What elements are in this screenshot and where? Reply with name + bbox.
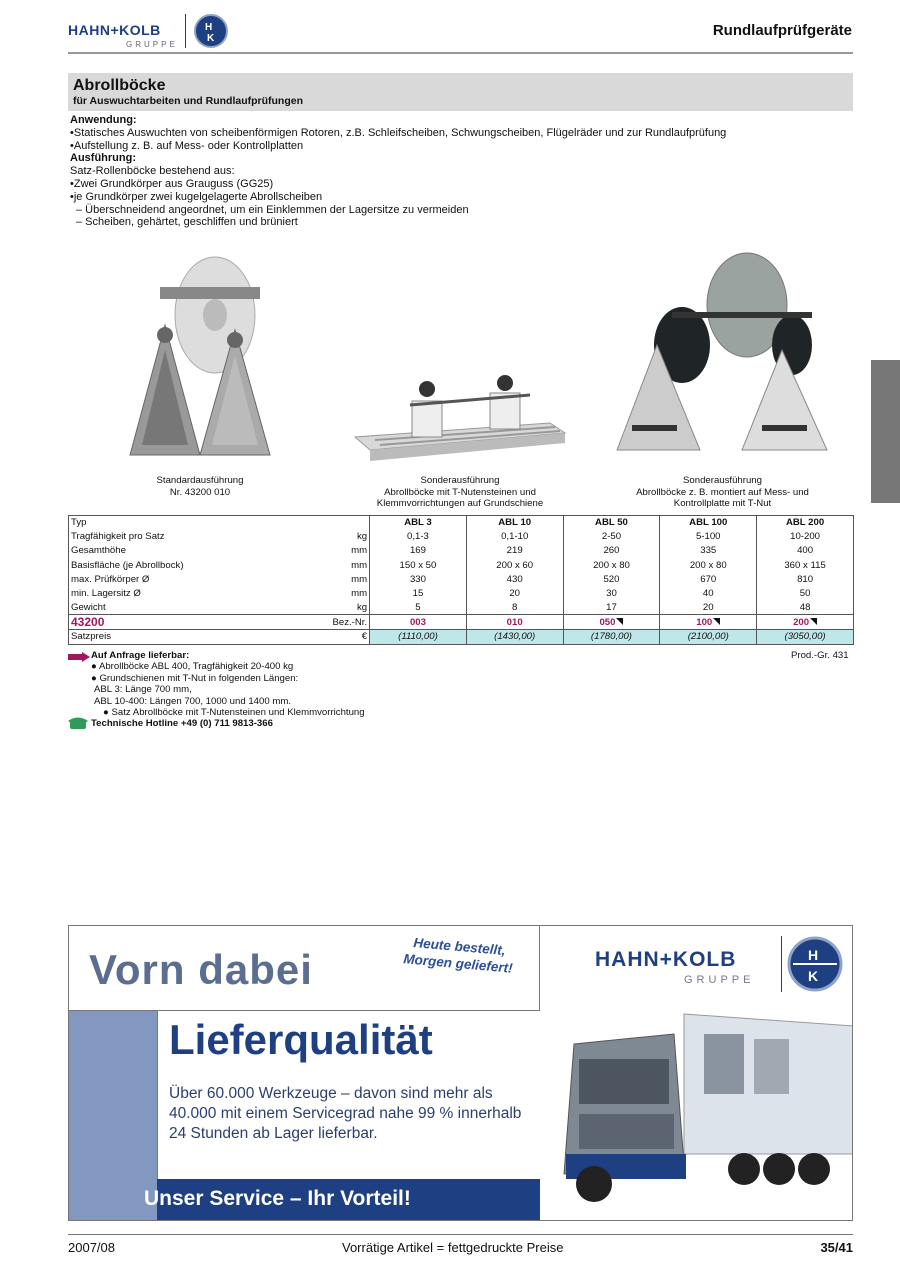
delivery-truck-image [554, 1004, 853, 1214]
table-row [69, 544, 854, 558]
table-cell: 335 [660, 544, 757, 558]
row-label: Basisfläche (je Abrollbock) [69, 558, 331, 572]
ausfuehrung-subitem: – Scheiben, gehärtet, geschliffen und brüniert [76, 216, 298, 229]
banner-body: Über 60.000 Werkzeuge – davon sind mehr als 40.000 mit einem Servicegrad nahe 99 % innerhalb 24 Stunden ab Lager lieferbar. [169, 1085, 522, 1142]
svg-text:H: H [205, 22, 213, 33]
banner-stamp: Heute bestellt, Morgen geliefert! [402, 935, 514, 976]
corner-marker-icon [616, 618, 623, 625]
banner-headline: Vorn dabei [89, 946, 313, 993]
phone-icon [68, 717, 88, 729]
ausfuehrung-item: •Zwei Grundkörper aus Grauguss (GG25) [70, 177, 274, 190]
table-row [69, 586, 854, 600]
table-cell: 30 [563, 586, 660, 600]
row-unit: mm [330, 544, 369, 558]
page-number: 35/41 [820, 1240, 853, 1255]
anfrage-item: ● Grundschienen mit T-Nut in folgenden Längen: [91, 672, 299, 684]
table-cell: 20 [660, 601, 757, 615]
anfrage-item: ABL 10-400: Längen 700, 1000 und 1400 mm. [94, 695, 291, 707]
row-label: max. Prüfkörper Ø [69, 572, 331, 586]
table-cell[interactable]: 010 [466, 615, 563, 630]
table-cell: 169 [370, 544, 467, 558]
row-unit: kg [330, 601, 369, 615]
corner-marker-icon [713, 618, 720, 625]
table-cell: (1110,00) [370, 630, 467, 644]
product-image-standard [120, 255, 280, 465]
arrow-icon [68, 652, 90, 662]
ausfuehrung-item: •je Grundkörper zwei kugelgelagerte Abrollscheiben [70, 190, 323, 203]
header-divider [68, 52, 853, 54]
row-unit: € [330, 630, 369, 644]
description [70, 114, 726, 229]
banner-service: Unser Service – Ihr Vorteil! [144, 1187, 411, 1210]
product-title-box [68, 73, 853, 111]
ausfuehrung-subitem: – Überschneidend angeordnet, um ein Einklemmen der Lagersitze zu vermeiden [76, 203, 469, 216]
table-cell: 5 [370, 601, 467, 615]
table-cell[interactable]: 003 [370, 615, 467, 630]
table-cell: ABL 200 [757, 516, 854, 530]
banner-brand-sub: GRUPPE [684, 974, 755, 986]
anfrage-heading: Auf Anfrage lieferbar: [91, 650, 190, 661]
product-subtitle: für Auswuchtarbeiten und Rundlaufprüfungen [73, 95, 304, 107]
product-image-rail [350, 375, 570, 465]
corner-marker-icon [810, 618, 817, 625]
product-title: Abrollböcke [73, 77, 166, 94]
row-label: Satzpreis [69, 630, 331, 644]
row-unit: Bez.-Nr. [330, 615, 369, 630]
table-cell: 15 [370, 586, 467, 600]
table-cell: (3050,00) [757, 630, 854, 644]
anfrage-list [91, 661, 365, 719]
image-caption: Sonderausführung Abrollböcke z. B. montiert auf Mess- und Kontrollplatte mit T-Nut [636, 475, 809, 509]
table-cell: 40 [660, 586, 757, 600]
table-row [69, 601, 854, 615]
table-row [69, 630, 854, 644]
svg-text:K: K [207, 33, 215, 44]
table-cell: 5-100 [660, 530, 757, 544]
image-caption: Sonderausführung Abrollböcke mit T-Nutensteinen und Klemmvorrichtungen auf Grundschiene [376, 475, 544, 509]
table-cell: 219 [466, 544, 563, 558]
table-cell: 0,1-3 [370, 530, 467, 544]
table-cell[interactable]: 200 [757, 615, 854, 630]
table-cell: 670 [660, 572, 757, 586]
table-row [69, 615, 854, 630]
row-label: Gesamthöhe [69, 544, 331, 558]
table-row [69, 530, 854, 544]
product-group: Prod.-Gr. 431 [791, 650, 849, 661]
banner-quality: Lieferqualität [169, 1016, 433, 1063]
table-cell: 48 [757, 601, 854, 615]
table-cell[interactable]: 100 [660, 615, 757, 630]
table-row [69, 572, 854, 586]
table-row [69, 558, 854, 572]
row-label: Tragfähigkeit pro Satz [69, 530, 331, 544]
table-cell: (1780,00) [563, 630, 660, 644]
row-unit: kg [330, 530, 369, 544]
table-cell[interactable]: 050 [563, 615, 660, 630]
svg-text:H: H [808, 947, 819, 963]
table-cell: (1430,00) [466, 630, 563, 644]
row-unit: mm [330, 586, 369, 600]
service-banner[interactable] [68, 925, 853, 1221]
table-cell: 0,1-10 [466, 530, 563, 544]
row-label: min. Lagersitz Ø [69, 586, 331, 600]
row-unit: mm [330, 572, 369, 586]
anfrage-item: ● Satz Abrollböcke mit T-Nutensteinen und Klemmvorrichtung [103, 707, 365, 718]
chapter-tab[interactable] [871, 360, 900, 503]
banner-brand: HAHN+KOLB [595, 948, 737, 971]
svg-text:K: K [808, 968, 819, 984]
table-cell: 17 [563, 601, 660, 615]
brand-logo [68, 14, 233, 50]
hotline[interactable]: Technische Hotline +49 (0) 711 9813-366 [91, 718, 273, 729]
anwendung-heading: Anwendung: [70, 114, 137, 126]
table-cell: 10-200 [757, 530, 854, 544]
table-cell: 200 x 80 [563, 558, 660, 572]
row-unit [330, 516, 369, 530]
image-caption: Standardausführung Nr. 43200 010 [156, 475, 244, 498]
hk-emblem-icon [194, 14, 228, 48]
footer-year: 2007/08 [68, 1240, 115, 1255]
table-cell: 2-50 [563, 530, 660, 544]
row-label: Gewicht [69, 601, 331, 615]
product-image-plate [612, 250, 832, 465]
table-cell: 400 [757, 544, 854, 558]
banner-logo-divider [781, 936, 782, 992]
table-cell: 20 [466, 586, 563, 600]
table-cell: 8 [466, 601, 563, 615]
table-cell: 200 x 80 [660, 558, 757, 572]
table-cell: 260 [563, 544, 660, 558]
row-unit: mm [330, 558, 369, 572]
table-cell: ABL 10 [466, 516, 563, 530]
table-cell: (2100,00) [660, 630, 757, 644]
table-cell: 330 [370, 572, 467, 586]
brand-sub: GRUPPE [126, 40, 178, 49]
footer-center: Vorrätige Artikel = fettgedruckte Preise [342, 1240, 564, 1255]
logo-divider [185, 14, 186, 48]
table-cell: ABL 50 [563, 516, 660, 530]
table-cell: 520 [563, 572, 660, 586]
row-label: Typ [69, 516, 331, 530]
ausfuehrung-heading: Ausführung: [70, 152, 136, 165]
table-cell: 50 [757, 586, 854, 600]
anfrage-item: ABL 3: Länge 700 mm, [94, 684, 192, 695]
table-cell: 150 x 50 [370, 558, 467, 572]
table-cell: 360 x 115 [757, 558, 854, 572]
table-row [69, 516, 854, 530]
ausfuehrung-intro: Satz-Rollenböcke bestehend aus: [70, 165, 235, 178]
spec-table [68, 515, 854, 645]
table-cell: ABL 3 [370, 516, 467, 530]
table-cell: 200 x 60 [466, 558, 563, 572]
anwendung-item: •Statisches Auswuchten von scheibenförmigen Rotoren, z.B. Schleifscheiben, Schwungscheiben, Flügelräder und zur Rundlaufprüfung [70, 126, 727, 139]
anwendung-item: •Aufstellung z. B. auf Mess- oder Kontrollplatten [70, 139, 304, 152]
anfrage-item: ● Abrollböcke ABL 400, Tragfähigkeit 20-400 kg [91, 661, 294, 672]
table-cell: ABL 100 [660, 516, 757, 530]
section-title: Rundlaufprüfgeräte [712, 22, 852, 39]
table-cell: 810 [757, 572, 854, 586]
table-cell: 430 [466, 572, 563, 586]
row-label: 43200 [69, 615, 331, 630]
banner-hk-emblem-icon [787, 936, 843, 992]
footer-divider [68, 1234, 853, 1235]
brand-name: HAHN+KOLB [68, 22, 161, 38]
